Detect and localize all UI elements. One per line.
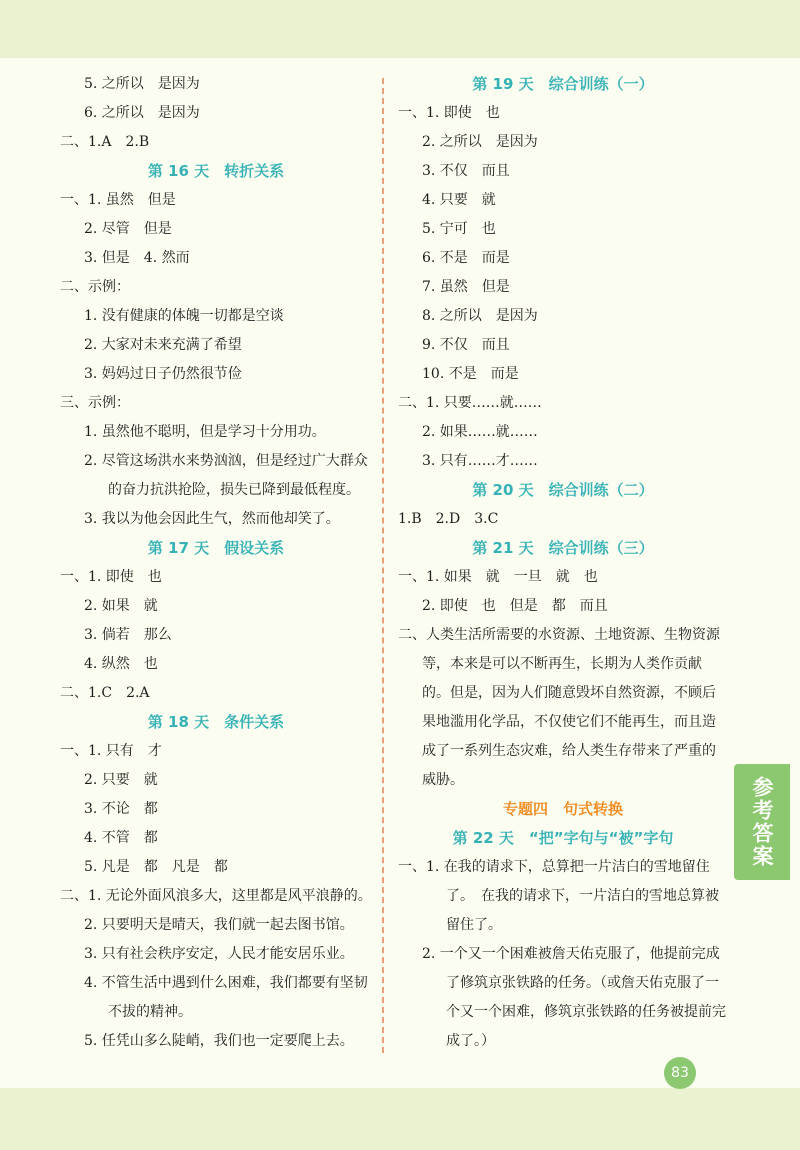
- section-heading: 专题四 句式转换: [502, 800, 623, 818]
- column-divider: [382, 78, 384, 1053]
- answer-line: 5. 任凭山多么陡峭，我们也一定要爬上去。: [84, 1033, 354, 1049]
- answer-line: 二、1.C 2.A: [60, 685, 150, 701]
- answer-line: 5. 之所以 是因为: [84, 76, 200, 92]
- answer-line: 2. 之所以 是因为: [422, 134, 538, 150]
- answer-line: 2. 一个又一个困难被詹天佑克服了，他提前完成了修筑京张铁路的任务。（或詹天佑克服了一个又一个困难，修筑京张铁路的任务被提前完成了。）: [422, 946, 726, 1049]
- answer-line: 6. 不是 而是: [422, 250, 510, 266]
- answer-line: 一、1. 在我的请求下，总算把一片洁白的雪地留住了。 在我的请求下，一片洁白的雪地总算被留住了。: [398, 859, 719, 933]
- answer-line: 二、1.A 2.B: [60, 134, 150, 150]
- answer-line: 一、1. 即使 也: [398, 105, 500, 121]
- answer-line: 2. 如果 就: [84, 598, 158, 614]
- bottom-band: [0, 1088, 800, 1150]
- answer-line: 3. 只有社会秩序安定，人民才能安居乐业。: [84, 946, 354, 962]
- answer-line: 一、1. 虽然 但是: [60, 192, 176, 208]
- answer-line: 8. 之所以 是因为: [422, 308, 538, 324]
- answer-line: 6. 之所以 是因为: [84, 105, 200, 121]
- answer-line: 2. 大家对未来充满了希望: [84, 337, 242, 353]
- answer-line: 7. 虽然 但是: [422, 279, 510, 295]
- answer-line: 10. 不是 而是: [422, 366, 519, 382]
- answer-line: 一、1. 如果 就 一旦 就 也: [398, 569, 598, 585]
- answer-line: 3. 我以为他会因此生气，然而他却笑了。: [84, 511, 340, 527]
- answer-line: 3. 不论 都: [84, 801, 158, 817]
- answer-line: 2. 尽管这场洪水来势汹汹，但是经过广大群众的奋力抗洪抢险，损失已降到最低程度。: [84, 453, 368, 498]
- answer-line: 1. 没有健康的体魄一切都是空谈: [84, 308, 284, 324]
- section-heading: 第 20 天 综合训练（二）: [472, 481, 654, 499]
- answer-line: 9. 不仅 而且: [422, 337, 510, 353]
- answer-key-tab: 参考答案: [734, 764, 790, 880]
- answer-line: 2. 尽管 但是: [84, 221, 172, 237]
- section-heading: 第 18 天 条件关系: [147, 713, 285, 731]
- answer-line: 4. 不管生活中遇到什么困难，我们都要有坚韧不拔的精神。: [84, 975, 368, 1020]
- section-heading: 第 21 天 综合训练（三）: [472, 539, 654, 557]
- answer-line: 3. 但是 4. 然而: [84, 250, 190, 266]
- answer-line: 二、1. 只要……就……: [398, 395, 542, 411]
- answer-line: 3. 不仅 而且: [422, 163, 510, 179]
- top-band: [0, 0, 800, 58]
- answer-line: 1.B 2.D 3.C: [398, 511, 499, 527]
- section-heading: 第 19 天 综合训练（一）: [472, 75, 654, 93]
- answer-line: 2. 如果……就……: [422, 424, 538, 440]
- section-heading: 第 16 天 转折关系: [147, 162, 285, 180]
- answer-line: 1. 虽然他不聪明，但是学习十分用功。: [84, 424, 326, 440]
- section-heading: 第 17 天 假设关系: [147, 539, 285, 557]
- answer-line: 4. 不管 都: [84, 830, 158, 846]
- answer-line: 三、示例：: [60, 395, 130, 411]
- answer-line: 二、1. 无论外面风浪多大，这里都是风平浪静的。: [60, 888, 372, 904]
- answer-line: 二、人类生活所需要的水资源、土地资源、生物资源等，本来是可以不断再生，长期为人类作贡献的。但是，因为人们随意毁坏自然资源，不顾后果地滥用化学品，不仅使它们不能再生，而且造成了一系列生态灾难，给人类生存带来了严重的威胁。: [398, 627, 720, 788]
- answer-line: 一、1. 只有 才: [60, 743, 162, 759]
- right-column: [398, 70, 728, 1056]
- answer-line: 一、1. 即使 也: [60, 569, 162, 585]
- answer-line: 5. 宁可 也: [422, 221, 496, 237]
- answer-line: 4. 纵然 也: [84, 656, 158, 672]
- answer-line: 2. 只要 就: [84, 772, 158, 788]
- answer-line: 二、示例：: [60, 279, 130, 295]
- section-heading: 第 22 天 “把”字句与“被”字句: [452, 829, 674, 847]
- left-column: [60, 70, 372, 1056]
- answer-line: 3. 只有……才……: [422, 453, 538, 469]
- answer-line: 3. 妈妈过日子仍然很节俭: [84, 366, 242, 382]
- answer-line: 3. 倘若 那么: [84, 627, 172, 643]
- answer-line: 2. 即使 也 但是 都 而且: [422, 598, 608, 614]
- page-number: 83: [664, 1057, 696, 1089]
- answer-line: 4. 只要 就: [422, 192, 496, 208]
- answer-line: 2. 只要明天是晴天，我们就一起去图书馆。: [84, 917, 354, 933]
- answer-line: 5. 凡是 都 凡是 都: [84, 859, 228, 875]
